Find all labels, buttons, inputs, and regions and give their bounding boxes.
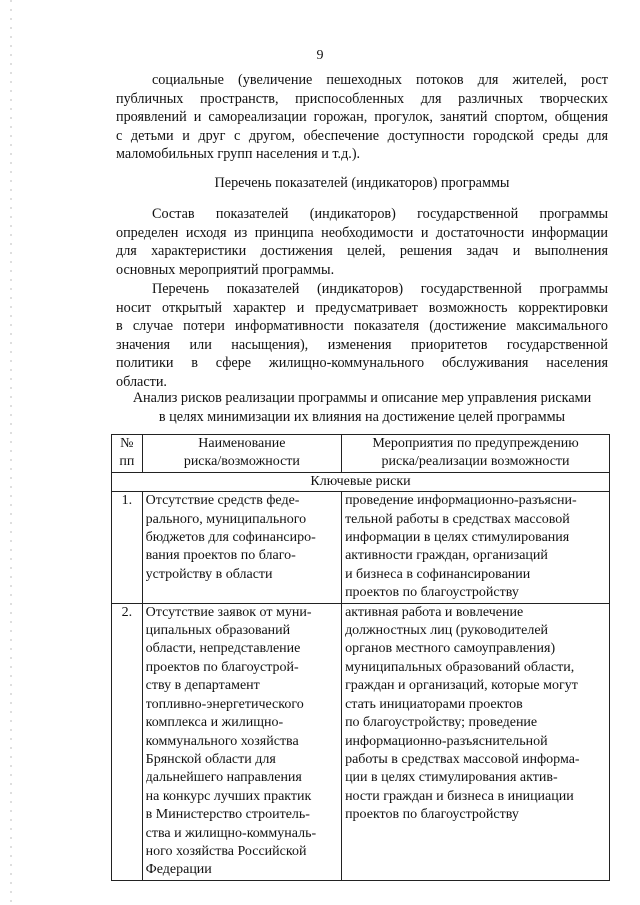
cell-line: ности граждан и бизнеса в инициации <box>345 788 574 804</box>
cell-line: и бизнеса в софинансировании <box>345 566 531 582</box>
text-line: в целях минимизации их влияния на достижение целей программы <box>158 408 566 425</box>
indicators-paragraph-2 <box>116 280 608 392</box>
text-line: проявлений и самореализации горожан, прогулок, занятий спортом, общения <box>116 109 608 126</box>
cell-line: ства и жилищно-коммуналь- <box>145 825 317 841</box>
risk-cell <box>142 603 341 880</box>
section-row <box>112 472 610 491</box>
scan-margin-artifact <box>10 0 12 905</box>
text-line: Перечень показателей (индикаторов) государственной программы <box>152 281 608 297</box>
cell-line: муниципальных образований области, <box>345 659 575 675</box>
cell-line: вания проектов по благо- <box>145 548 296 564</box>
text-line: политики в сфере жилищно-коммунального обслуживания населения <box>116 355 608 372</box>
table-header-row <box>112 435 610 473</box>
table-row <box>112 603 610 880</box>
text-line: значения или насыщения), изменения приоритетов государственной <box>116 336 608 353</box>
cell-line: органов местного самоуправления) <box>345 641 556 657</box>
cell-line: проведение информационно-разъясни- <box>345 493 577 509</box>
cell-line: на конкурс лучших практик <box>145 788 312 804</box>
cell-line: ству в департамент <box>145 678 260 694</box>
text-line: области. <box>116 373 167 390</box>
measures-cell <box>342 492 610 603</box>
row-number: 2. <box>112 603 143 880</box>
cell-line: дальнейшего направления <box>145 770 302 786</box>
risk-table <box>111 434 610 881</box>
text-line: Состав показателей (индикаторов) государственной программы <box>152 206 608 222</box>
header-number <box>112 435 143 473</box>
intro-paragraph <box>116 71 608 164</box>
page-number: 9 <box>316 48 324 63</box>
measures-cell <box>342 603 610 880</box>
cell-line: граждан и организаций, которые могут <box>345 678 578 694</box>
text-line: в случае потери информативности показателя (достижение максимального <box>116 318 608 335</box>
header-risk-name <box>142 435 341 473</box>
header-line: Мероприятия по предупреждению <box>372 436 579 451</box>
cell-line: проектов по благоустрой- <box>145 659 299 675</box>
cell-line: области, непредставление <box>145 641 301 657</box>
table-row <box>112 492 610 603</box>
risk-cell <box>142 492 341 603</box>
header-line: пп <box>119 454 135 470</box>
header-line: риска/возможности <box>183 454 300 470</box>
row-number: 1. <box>112 492 143 603</box>
cell-line: Отсутствие средств феде- <box>145 493 300 509</box>
section-label: Ключевые риски <box>112 472 610 491</box>
cell-line: проектов по благоустройству <box>345 585 519 601</box>
cell-line: работы в средствах массовой информа- <box>345 751 580 767</box>
text-line: Анализ рисков реализации программы и описание мер управления рисками <box>132 390 592 406</box>
text-line: определен исходя из принципа необходимости и достаточности информации <box>116 224 608 241</box>
cell-line: топливно-энергетического <box>145 696 304 712</box>
header-measures <box>342 435 610 473</box>
cell-line: активная работа и вовлечение <box>345 604 524 620</box>
header-line: № <box>120 436 134 451</box>
header-line: Наименование <box>198 436 286 451</box>
cell-line: проектов по благоустройству <box>345 807 519 823</box>
cell-line: коммунального хозяйства <box>145 733 299 749</box>
text-line: маломобильных групп населения и т.д.). <box>116 146 361 163</box>
cell-line: бюджетов для софинансиро- <box>145 530 316 546</box>
header-line: риска/реализации возможности <box>381 454 570 470</box>
cell-line: Брянской области для <box>145 751 276 767</box>
cell-line: в Министерство строитель- <box>145 807 310 823</box>
cell-line: ции в целях стимулирования актив- <box>345 770 558 786</box>
cell-line: активности граждан, организаций <box>345 548 548 564</box>
cell-line: Отсутствие заявок от муни- <box>145 604 312 620</box>
cell-line: тельной работы в средствах массовой <box>345 511 570 527</box>
cell-line: информации в целях стимулирования <box>345 530 570 546</box>
text-line: для характеристики достижения целей, решения задач и выполнения <box>116 243 608 260</box>
text-line: с детьми и друг с другом, обеспечение доступности городской среды для <box>116 127 608 144</box>
cell-line: комплекса и жилищно- <box>145 715 284 731</box>
text-line: основных мероприятий программы. <box>116 261 335 278</box>
risk-analysis-heading <box>116 389 608 426</box>
cell-line: Федерации <box>145 862 212 878</box>
cell-line: информационно-разъяснительной <box>345 733 548 749</box>
cell-line: ного хозяйства Российской <box>145 843 307 859</box>
cell-line: должностных лиц (руководителей <box>345 623 549 639</box>
cell-line: по благоустройству; проведение <box>345 715 538 731</box>
indicators-heading: Перечень показателей (индикаторов) программы <box>214 175 510 191</box>
indicators-paragraph-1 <box>116 205 608 279</box>
cell-line: рального, муниципального <box>145 511 307 527</box>
cell-line: устройству в области <box>145 566 273 582</box>
cell-line: стать инициаторами проектов <box>345 696 523 712</box>
text-line: публичных пространств, приспособленных для различных творческих <box>116 90 608 107</box>
cell-line: ципальных образований <box>145 623 291 639</box>
text-line: носит открытый характер и предусматривает возможность корректировки <box>116 299 608 316</box>
text-line: социальные (увеличение пешеходных потоков для жителей, рост <box>152 72 608 88</box>
